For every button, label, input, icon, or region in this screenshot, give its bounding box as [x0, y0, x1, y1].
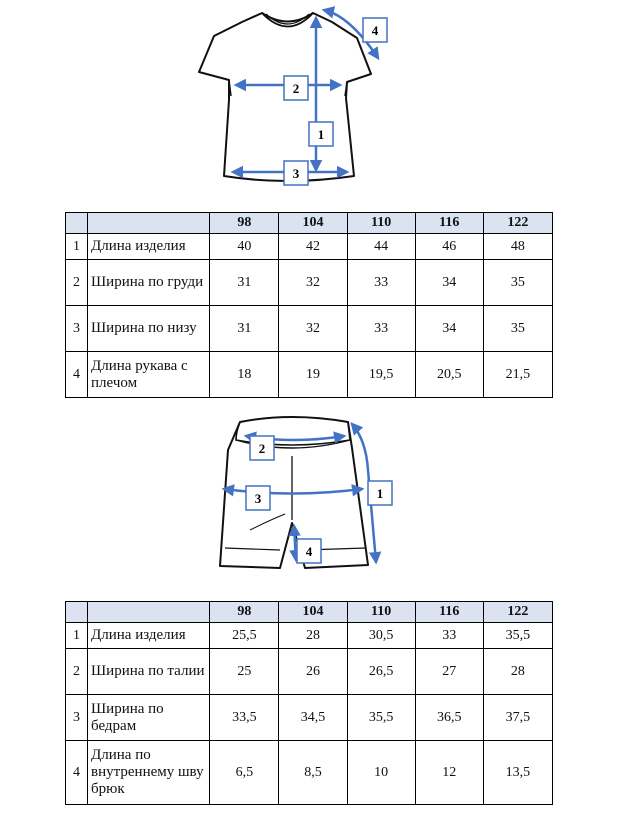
row-label: Длина изделия — [88, 623, 210, 649]
value-cell: 37,5 — [483, 695, 552, 741]
svg-text:2: 2 — [292, 81, 300, 96]
size-header: 116 — [415, 213, 483, 234]
row-label: Ширина по талии — [88, 649, 210, 695]
value-cell: 35,5 — [483, 623, 552, 649]
value-cell: 13,5 — [483, 741, 552, 805]
tshirt-size-table — [65, 212, 553, 398]
value-cell: 27 — [415, 649, 483, 695]
value-cell: 25 — [210, 649, 279, 695]
tshirt-figure — [190, 0, 410, 200]
row-number: 3 — [66, 695, 88, 741]
table-row — [66, 352, 553, 398]
shorts-drawing — [210, 410, 410, 585]
row-number: 3 — [66, 306, 88, 352]
size-header: 110 — [347, 213, 415, 234]
value-cell: 34,5 — [279, 695, 347, 741]
size-header: 122 — [483, 213, 552, 234]
table-row — [66, 695, 553, 741]
value-cell: 32 — [279, 260, 347, 306]
svg-text:4: 4 — [371, 23, 379, 38]
shorts-marker-2 — [250, 436, 274, 460]
value-cell: 25,5 — [210, 623, 279, 649]
size-header: 104 — [279, 213, 347, 234]
value-cell: 34 — [415, 306, 483, 352]
size-header: 116 — [415, 602, 483, 623]
table-row — [66, 260, 553, 306]
table-row — [66, 623, 553, 649]
value-cell: 42 — [279, 234, 347, 260]
value-cell: 33 — [415, 623, 483, 649]
value-cell: 28 — [279, 623, 347, 649]
header-blank — [66, 602, 88, 623]
size-header: 104 — [279, 602, 347, 623]
table-row — [66, 306, 553, 352]
row-number: 4 — [66, 741, 88, 805]
row-label: Ширина по низу — [88, 306, 210, 352]
row-label: Длина рукава с плечом — [88, 352, 210, 398]
value-cell: 32 — [279, 306, 347, 352]
value-cell: 26,5 — [347, 649, 415, 695]
table-row — [66, 234, 553, 260]
value-cell: 48 — [483, 234, 552, 260]
svg-text:1: 1 — [376, 486, 384, 501]
value-cell: 30,5 — [347, 623, 415, 649]
svg-text:3: 3 — [292, 166, 300, 181]
shorts-marker-1 — [368, 481, 392, 505]
row-label: Ширина по бедрам — [88, 695, 210, 741]
tshirt-table-header — [66, 213, 553, 234]
svg-text:4: 4 — [305, 544, 313, 559]
value-cell: 21,5 — [483, 352, 552, 398]
value-cell: 44 — [347, 234, 415, 260]
value-cell: 19 — [279, 352, 347, 398]
value-cell: 33 — [347, 260, 415, 306]
value-cell: 20,5 — [415, 352, 483, 398]
value-cell: 26 — [279, 649, 347, 695]
size-header: 98 — [210, 213, 279, 234]
tshirt-marker-3 — [284, 161, 308, 185]
row-label: Длина по внутреннему шву брюк — [88, 741, 210, 805]
value-cell: 10 — [347, 741, 415, 805]
shorts-figure — [210, 410, 410, 585]
tshirt-drawing — [190, 0, 410, 200]
shorts-size-table — [65, 601, 553, 805]
tshirt-marker-2 — [284, 76, 308, 100]
value-cell: 33 — [347, 306, 415, 352]
table-row — [66, 741, 553, 805]
value-cell: 6,5 — [210, 741, 279, 805]
value-cell: 46 — [415, 234, 483, 260]
value-cell: 33,5 — [210, 695, 279, 741]
value-cell: 18 — [210, 352, 279, 398]
row-label: Длина изделия — [88, 234, 210, 260]
row-number: 1 — [66, 623, 88, 649]
value-cell: 34 — [415, 260, 483, 306]
shorts-table-header — [66, 602, 553, 623]
row-number: 2 — [66, 649, 88, 695]
svg-text:1: 1 — [317, 127, 325, 142]
value-cell: 12 — [415, 741, 483, 805]
row-number: 2 — [66, 260, 88, 306]
value-cell: 35 — [483, 260, 552, 306]
row-number: 1 — [66, 234, 88, 260]
svg-text:3: 3 — [254, 491, 262, 506]
value-cell: 36,5 — [415, 695, 483, 741]
svg-text:2: 2 — [258, 441, 266, 456]
tshirt-marker-1 — [309, 122, 333, 146]
header-blank — [66, 213, 88, 234]
size-header: 110 — [347, 602, 415, 623]
value-cell: 40 — [210, 234, 279, 260]
value-cell: 8,5 — [279, 741, 347, 805]
shorts-marker-4 — [297, 539, 321, 563]
row-number: 4 — [66, 352, 88, 398]
value-cell: 19,5 — [347, 352, 415, 398]
value-cell: 35 — [483, 306, 552, 352]
header-blank — [88, 602, 210, 623]
value-cell: 35,5 — [347, 695, 415, 741]
size-header: 122 — [483, 602, 552, 623]
row-label: Ширина по груди — [88, 260, 210, 306]
header-blank — [88, 213, 210, 234]
value-cell: 28 — [483, 649, 552, 695]
tshirt-marker-4 — [363, 18, 387, 42]
value-cell: 31 — [210, 260, 279, 306]
size-header: 98 — [210, 602, 279, 623]
value-cell: 31 — [210, 306, 279, 352]
table-row — [66, 649, 553, 695]
shorts-marker-3 — [246, 486, 270, 510]
